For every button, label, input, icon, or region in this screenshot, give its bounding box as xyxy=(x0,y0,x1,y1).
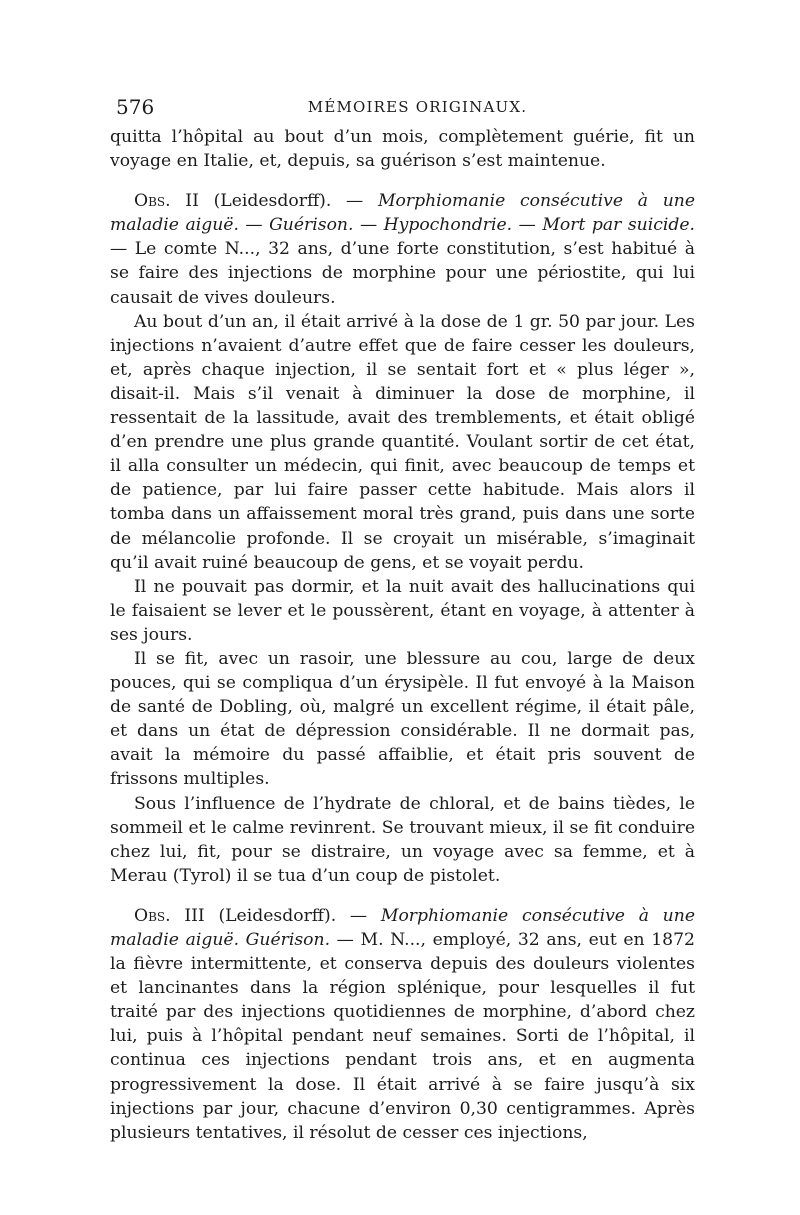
page-number: 576 xyxy=(116,95,155,119)
paragraph: Il ne pouvait pas dormir, et la nuit avait des hallucinations qui le faisaient se lever et le poussèrent, étant en voyage, à attenter à ses jours. xyxy=(110,576,695,645)
observation-author: (Leidesdorff). — xyxy=(198,191,378,212)
paragraph: Il se fit, avec un rasoir, une blessure au cou, large de deux pouces, qui se compliqua d’un érysipèle. Il fut envoyé à la Maison de santé de Dobling, où, malgré un excellent régime, il était pâle, et dans un état de dépression considérable. Il ne dormait pas, avait la mémoire du passé affaiblie, et était pris souvent de frissons multiples. xyxy=(110,648,695,790)
observation-text: — M. N..., employé, 32 ans, eut en 1872 la fièvre intermittente, et conserva depuis des douleurs violentes et lancinantes dans la région splénique, pour lesquelles il fut traité par des injections quotidiennes de morphine, d’abord chez lui, puis à l’hôpital pendant neuf semaines. Sorti de l’hôpital, il continua ces injections pendant trois ans, et en augmenta progressivement la dose. Il était arrivé à se faire jusqu’à six injections par jour, chacune d’environ 0,30 centigrammes. Après plusieurs tentatives, il résolut de cesser ces injections, xyxy=(110,930,695,1143)
paragraph: Sous l’influence de l’hydrate de chloral, et de bains tièdes, le sommeil et le calme revinrent. Se trouvant mieux, il se fit conduire chez lui, fit, pour se distraire, un voyage avec sa femme, et à Merau (Tyrol) il se tua d’un coup de pistolet. xyxy=(110,793,695,886)
book-page xyxy=(110,95,695,1145)
paragraph-continuation: quitta l’hôpital au bout d’un mois, complètement guérie, fit un voyage en Italie, et, depuis, sa guérison s’est maintenue. xyxy=(110,127,695,172)
observation-label: Obs. II xyxy=(134,191,199,212)
observation-2-paragraph xyxy=(110,189,695,309)
observation-title: Morphiomanie consécutive à une maladie aiguë. — Guérison. — Hypochondrie. — Mort par suicide. xyxy=(110,191,695,236)
page-header xyxy=(110,95,695,125)
running-head: MÉMOIRES ORIGINAUX. xyxy=(307,98,528,116)
paragraph: Au bout d’un an, il était arrivé à la dose de 1 gr. 50 par jour. Les injections n’avaient d’autre effet que de faire cesser les douleurs, et, après chaque injection, il se sentait fort et « plus léger », disait-il. Mais s’il venait à diminuer la dose de morphine, il ressentait de la lassitude, avait des tremblements, et était obligé d’en prendre une plus grande quantité. Voulant sortir de cet état, il alla consulter un médecin, qui finit, avec beaucoup de temps et de patience, par lui faire passer cette habitude. Mais alors il tomba dans un affaissement moral très grand, puis dans une sorte de mélancolie profonde. Il se croyait un misérable, s’imaginait qu’il avait ruiné beaucoup de gens, et se voyait perdu. xyxy=(110,311,695,573)
observation-author: (Leidesdorff). — xyxy=(204,905,381,926)
observation-title: Morphiomanie consécutive à une maladie aiguë. Guérison. xyxy=(110,905,695,950)
observation-text: — Le comte N..., 32 ans, d’une forte constitution, s’est habitué à se faire des injections de morphine pour une périostite, qui lui causait de vives douleurs. xyxy=(110,239,695,308)
observation-label: Obs. III xyxy=(134,905,205,926)
observation-3-paragraph xyxy=(110,904,695,1145)
